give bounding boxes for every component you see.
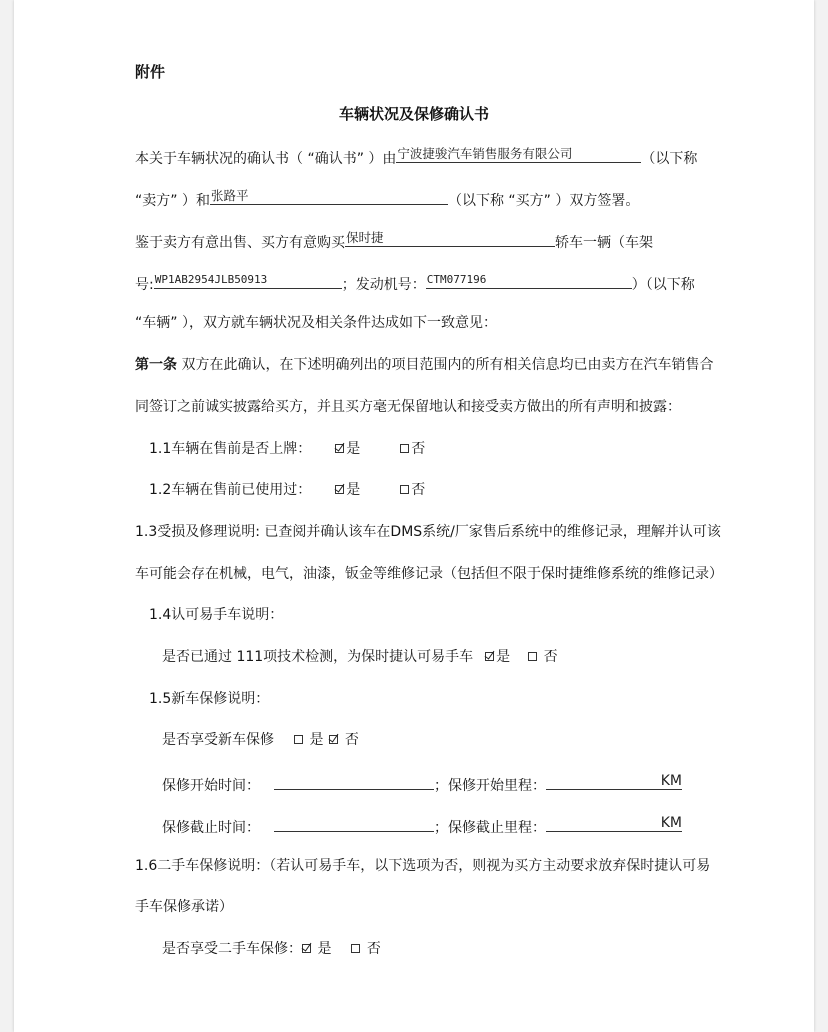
- question-label: 是否享受二手车保修：: [162, 941, 302, 957]
- checkbox-icon[interactable]: [400, 444, 409, 453]
- option-label: 是: [309, 732, 324, 748]
- warranty-end-mileage-label: ；保修截止里程：: [434, 820, 546, 836]
- article-1-line-1: [135, 356, 713, 374]
- option-yes[interactable]: [302, 940, 331, 958]
- intro-text: ；发动机号：: [341, 277, 426, 293]
- checkbox-icon[interactable]: [528, 652, 537, 661]
- item-1-1: [149, 440, 425, 458]
- item-1-6-line-2: 手车保修承诺）: [135, 899, 233, 915]
- intro-line-1: [135, 146, 697, 168]
- question-label: 是否享受新车保修: [162, 732, 274, 748]
- item-1-4-label: 1.4认可易手车说明：: [149, 607, 284, 623]
- option-yes[interactable]: [335, 481, 360, 499]
- warranty-start-time-label: 保修开始时间：: [162, 778, 260, 794]
- item-1-5-label: 1.5新车保修说明：: [149, 691, 270, 707]
- warranty-start-row: [162, 773, 682, 795]
- warranty-end-time-label: 保修截止时间：: [162, 820, 260, 836]
- document-page: [14, 0, 814, 1032]
- checkbox-icon[interactable]: [294, 735, 303, 744]
- option-label: 是: [346, 441, 361, 457]
- intro-text: 号:: [135, 277, 154, 293]
- option-label: 否: [344, 732, 359, 748]
- warranty-end-time-field[interactable]: [274, 831, 434, 832]
- checkbox-icon[interactable]: [351, 944, 360, 953]
- item-label: 1.1车辆在售前是否上牌：: [149, 441, 312, 457]
- intro-line-2: [135, 188, 639, 210]
- option-label: 否: [411, 482, 426, 498]
- option-yes[interactable]: [294, 731, 323, 749]
- intro-text: 轿车一辆（车架: [555, 235, 653, 251]
- intro-text: “卖方” ）和: [135, 193, 210, 209]
- option-label: 是: [346, 482, 361, 498]
- intro-text: ）（以下称: [631, 277, 695, 293]
- warranty-start-mileage-label: ；保修开始里程：: [434, 778, 546, 794]
- item-1-6-question: [162, 940, 381, 958]
- option-label: 否: [411, 441, 426, 457]
- option-no[interactable]: [528, 648, 557, 666]
- warranty-start-mileage-field[interactable]: KM: [546, 773, 682, 790]
- warranty-end-mileage-field[interactable]: KM: [546, 815, 682, 832]
- checkbox-icon[interactable]: [400, 485, 409, 494]
- option-label: 是: [496, 649, 511, 665]
- engine-number-field: CTM077196: [426, 272, 632, 289]
- option-yes[interactable]: [335, 440, 360, 458]
- intro-line-4: [135, 272, 695, 294]
- intro-line-5: “车辆” ），双方就车辆状况及相关条件达成如下一致意见：: [135, 315, 497, 331]
- intro-line-3: [135, 230, 653, 252]
- item-1-3-line-2: 车可能会存在机械，电气，油漆，钣金等维修记录（包括但不限于保时捷维修系统的维修记录）: [135, 566, 723, 582]
- option-no[interactable]: [351, 940, 380, 958]
- item-1-6-line-1: 1.6二手车保修说明：（若认可易手车，以下选项为否，则视为买方主动要求放弃保时捷认可易: [135, 858, 711, 874]
- option-label: 否: [543, 649, 558, 665]
- intro-text: 本关于车辆状况的确认书（ “确认书” ）由: [135, 151, 397, 167]
- checkbox-checked-icon[interactable]: [302, 944, 311, 953]
- intro-text: 鉴于卖方有意出售、买方有意购买: [135, 235, 345, 251]
- intro-text: （以下称 “买方” ）双方签署。: [447, 193, 640, 209]
- article-1-label: 第一条: [135, 357, 177, 373]
- annex-label: 附件: [135, 63, 166, 81]
- checkbox-checked-icon[interactable]: [329, 735, 338, 744]
- item-1-5-question: [162, 731, 359, 749]
- warranty-start-time-field[interactable]: [274, 789, 434, 790]
- question-label: 是否已通过 111项技术检测，为保时捷认可易手车: [162, 649, 474, 665]
- document-title: 车辆状况及保修确认书: [338, 105, 489, 123]
- option-no[interactable]: [400, 481, 425, 499]
- option-yes[interactable]: [485, 648, 510, 666]
- item-1-4-question: [162, 648, 558, 666]
- item-label: 1.2车辆在售前已使用过：: [149, 482, 312, 498]
- seller-field: 宁波捷骏汽车销售服务有限公司: [396, 146, 641, 163]
- brand-field: 保时捷: [345, 230, 555, 247]
- option-label: 是: [317, 941, 332, 957]
- option-label: 否: [366, 941, 381, 957]
- option-no[interactable]: [400, 440, 425, 458]
- checkbox-checked-icon[interactable]: [335, 485, 344, 494]
- option-no[interactable]: [329, 731, 358, 749]
- item-1-3-line-1: 1.3受损及修理说明: 已查阅并确认该车在DMS系统/厂家售后系统中的维修记录，理解并认可该: [135, 524, 721, 540]
- checkbox-checked-icon[interactable]: [335, 444, 344, 453]
- article-1-line-2: 同签订之前诚实披露给买方，并且买方毫无保留地认和接受卖方做出的所有声明和披露：: [135, 399, 681, 415]
- checkbox-checked-icon[interactable]: [485, 652, 494, 661]
- warranty-end-row: [162, 815, 682, 837]
- intro-text: （以下称: [641, 151, 698, 167]
- buyer-field: 张路平: [210, 188, 448, 205]
- article-1-text: 双方在此确认，在下述明确列出的项目范围内的所有相关信息均已由卖方在汽车销售合: [181, 357, 714, 373]
- item-1-2: [149, 481, 425, 499]
- vin-field: WP1AB2954JLB50913: [154, 272, 342, 289]
